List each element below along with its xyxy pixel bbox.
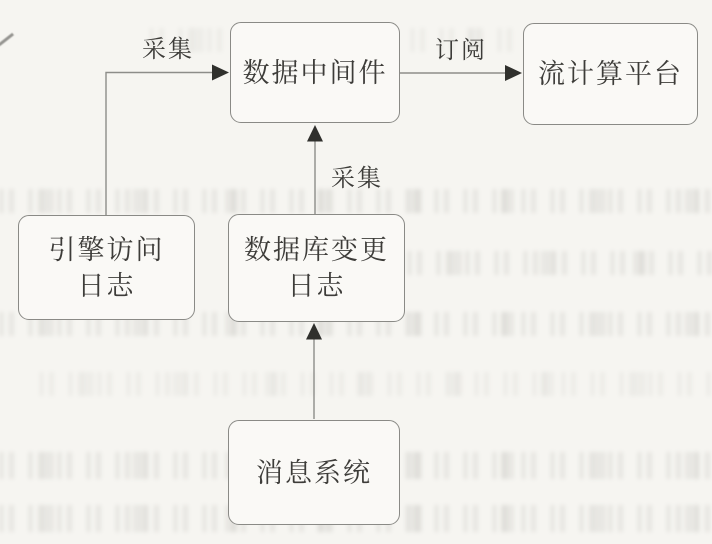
arrowhead-right-icon — [505, 65, 522, 81]
node-label-line1: 引擎访问 — [48, 234, 165, 265]
node-db-change-log — [228, 214, 405, 322]
edge-label-collect-dblog: 采集 — [331, 165, 383, 192]
arrowhead-up-icon — [306, 323, 322, 340]
node-label: 消息系统 — [256, 457, 372, 488]
node-label-line1: 数据库变更 — [244, 235, 389, 265]
connector-engine-log-to-data-middleware — [106, 73, 213, 216]
node-engine-access-log — [18, 215, 195, 320]
node-label: 流计算平台 — [538, 59, 683, 89]
arrowhead-up-icon — [307, 125, 323, 142]
node-stream-platform — [523, 23, 698, 125]
node-data-middleware — [230, 22, 400, 123]
node-label: 数据中间件 — [242, 57, 388, 88]
arrowhead-right-icon — [212, 65, 229, 81]
edge-label-subscribe: 订阅 — [435, 37, 487, 64]
node-label-line2: 日志 — [77, 270, 136, 301]
node-label-line2: 日志 — [287, 271, 346, 301]
node-message-system — [228, 420, 400, 525]
edge-label-collect-engine: 采集 — [142, 36, 194, 63]
